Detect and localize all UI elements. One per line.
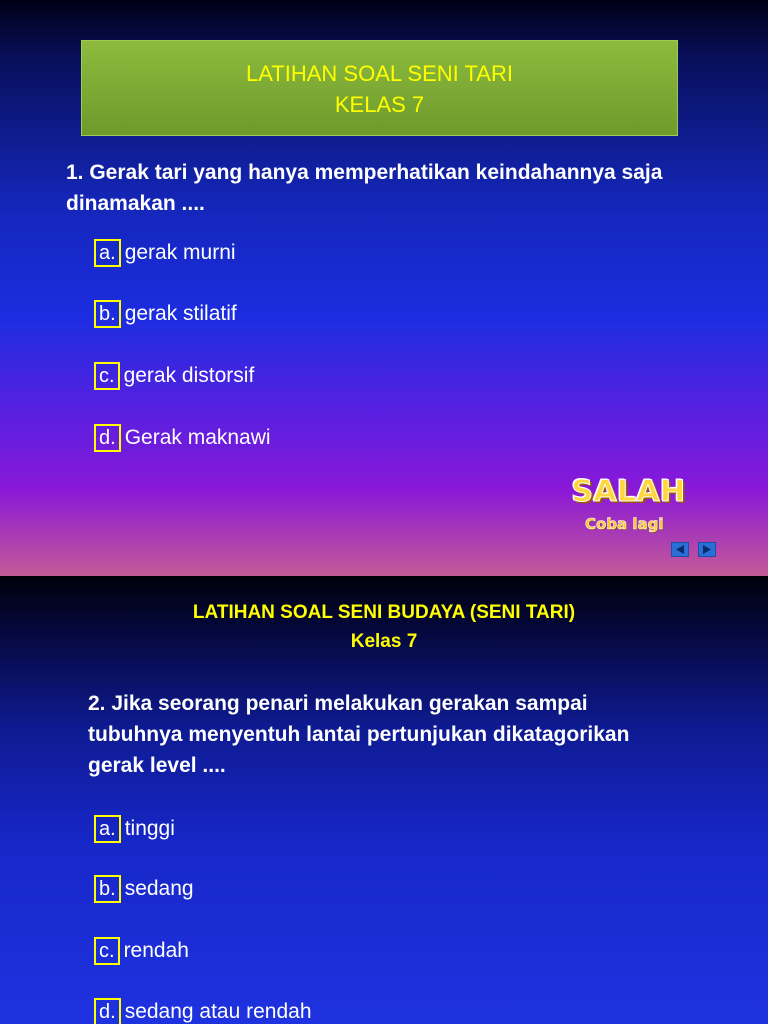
slide-title-line2: KELAS 7	[334, 92, 425, 117]
slide2-title-line2: Kelas 7	[350, 631, 418, 652]
answer2-option-b[interactable]	[94, 875, 194, 903]
answer2-option-d[interactable]	[94, 998, 312, 1024]
option2-text-b: sedang	[124, 877, 194, 900]
option-text-c: gerak distorsif	[123, 364, 255, 387]
option-letter-c[interactable]: c.	[94, 362, 120, 390]
option-letter-a[interactable]: a.	[94, 239, 121, 267]
option2-text-c: rendah	[123, 939, 189, 962]
arrow-left-icon	[675, 545, 685, 554]
answer-option-d[interactable]	[94, 424, 271, 452]
option2-letter-a[interactable]: a.	[94, 815, 121, 843]
answer2-option-c[interactable]	[94, 937, 189, 965]
option2-text-d: sedang atau rendah	[124, 1000, 312, 1023]
question-text	[66, 157, 662, 219]
option-text-b: gerak stilatif	[124, 302, 237, 325]
arrow-right-icon	[702, 545, 712, 554]
option-letter-b[interactable]: b.	[94, 300, 121, 328]
option-text-a: gerak murni	[124, 241, 236, 264]
option2-text-a: tinggi	[124, 817, 175, 840]
question2-line3: gerak level ....	[88, 754, 226, 777]
feedback-wrong-label: SALAH	[571, 474, 686, 508]
question2-line1: 2. Jika seorang penari melakukan gerakan sampai	[88, 692, 588, 715]
option-letter-d[interactable]: d.	[94, 424, 121, 452]
slide-title-line1: LATIHAN SOAL SENI TARI	[246, 61, 513, 86]
question2-line2: tubuhnya menyentuh lantai pertunjukan dikatagorikan	[88, 723, 630, 746]
question-line1: 1. Gerak tari yang hanya memperhatikan keindahannya saja	[66, 161, 663, 184]
question-line2: dinamakan ....	[66, 192, 205, 215]
option2-letter-b[interactable]: b.	[94, 875, 121, 903]
slide-2	[0, 576, 768, 1024]
option2-letter-c[interactable]: c.	[94, 937, 120, 965]
option-text-d: Gerak maknawi	[124, 426, 271, 449]
answer-option-c[interactable]	[94, 362, 254, 390]
option2-letter-d[interactable]: d.	[94, 998, 121, 1024]
slide-title-box	[81, 40, 678, 136]
prev-slide-button[interactable]	[671, 542, 689, 557]
feedback-try-again-label: Coba lagi	[585, 515, 664, 533]
slide2-title-line1: LATIHAN SOAL SENI BUDAYA (SENI TARI)	[192, 602, 576, 623]
answer2-option-a[interactable]	[94, 815, 175, 843]
next-slide-button[interactable]	[698, 542, 716, 557]
answer-option-b[interactable]	[94, 300, 237, 328]
answer-option-a[interactable]	[94, 239, 236, 267]
question-text-2	[88, 688, 629, 781]
